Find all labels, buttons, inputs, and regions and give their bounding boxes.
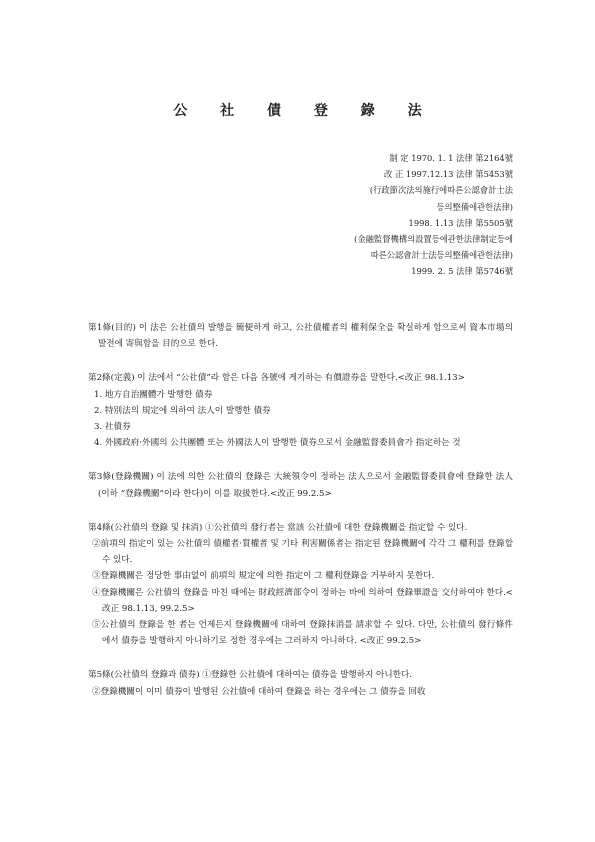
- article-paragraph: ④登錄機關은 公社債의 登錄을 마친 때에는 財政經濟部令이 정하는 바에 의하여 登錄畢證을 交付하여야 한다.<改正 98.1.13, 99.2.5>: [92, 587, 513, 614]
- article-paragraph: ②登錄機關이 이미 債券이 발행된 公社債에 대하여 登錄을 하는 경우에는 그 債券을 回收: [92, 686, 426, 697]
- history-line: (金融監督機構의設置등에관한法律制定등에: [354, 234, 513, 245]
- article-item: 4. 外國政府·外國의 公共團體 또는 外國法人이 발행한 債券으로서 金融監督委員會가 指定하는 것: [94, 438, 461, 449]
- history-line: 1998. 1.13 法律 第5505號: [408, 217, 513, 228]
- history-line: 制 定 1970. 1. 1 法律 第2164號: [389, 153, 513, 163]
- history-line: 改 正 1997.12.13 法律 第5453號: [384, 169, 513, 180]
- history-line: 등의整備에관한法律): [436, 201, 513, 212]
- article-item: 1. 地方自治團體가 발행한 債券: [94, 389, 213, 400]
- article-2: [88, 370, 513, 451]
- history-line: 따른公認會計士法등의整備에관한法律): [370, 250, 513, 261]
- article-1: [88, 320, 513, 352]
- article-item: 2. 特別法의 規定에 의하여 法人이 발행한 債券: [94, 405, 271, 416]
- article-text: 第2條(定義) 이 法에서 “公社債”라 함은 다음 各號에 게기하는 有價證券을 말한다.<改正 98.1.13>: [88, 373, 465, 384]
- amendment-history: [354, 150, 513, 280]
- article-text: 第1條(目的) 이 法은 公社債의 발행을 簡便하게 하고, 公社債權者의 權利保全을 확실하게 함으로써 資本市場의 발전에 寄與함을 目的으로 한다.: [88, 323, 513, 350]
- article-paragraph: ②前項의 指定이 있는 公社債의 債權者·質權者 및 기타 利害關係者는 指定된 登錄機關에 각각 그 權利를 登錄할 수 있다.: [92, 539, 513, 566]
- article-item: 3. 社債券: [94, 422, 131, 433]
- history-line: (行政節次法의施行에따른公認會計士法: [369, 185, 513, 196]
- article-paragraph: ③登錄機關은 정당한 事由없이 前項의 規定에 의한 指定이 그 權利登錄을 거부하지 못한다.: [92, 571, 435, 582]
- article-4: [88, 520, 513, 650]
- law-body: [88, 320, 513, 718]
- article-paragraph: ⑤公社債의 登錄을 한 者는 언제든지 登錄機關에 대하여 登錄抹消를 請求할 수 있다. 다만, 公社債의 發行條件에서 債券을 발행하지 아니하기로 정한 경우에는 그러하지 아니하다. <改正 99.2.5>: [92, 620, 513, 647]
- article-5: [88, 667, 513, 699]
- article-text: 第5條(公社債의 登錄과 債券) ①登錄한 公社債에 대하여는 債券을 발행하지 아니한다.: [88, 670, 412, 681]
- article-3: [88, 469, 513, 501]
- history-line: 1999. 2. 5 法律 第5746號: [411, 266, 513, 277]
- article-text: 第3條(登錄機關) 이 法에 의한 公社債의 登錄은 大統領令이 정하는 法人으로서 金融監督委員會에 登錄한 法人(이하 “登錄機關”이라 한다)이 이를 取扱한다.<改正 99.2.5>: [88, 472, 513, 499]
- article-text: 第4條(公社債의 登錄 및 抹消) ①公社債의 發行者는 當該 公社債에 대한 登錄機關을 指定할 수 있다.: [88, 522, 468, 533]
- law-title: 公 社 債 登 錄 法: [173, 103, 436, 119]
